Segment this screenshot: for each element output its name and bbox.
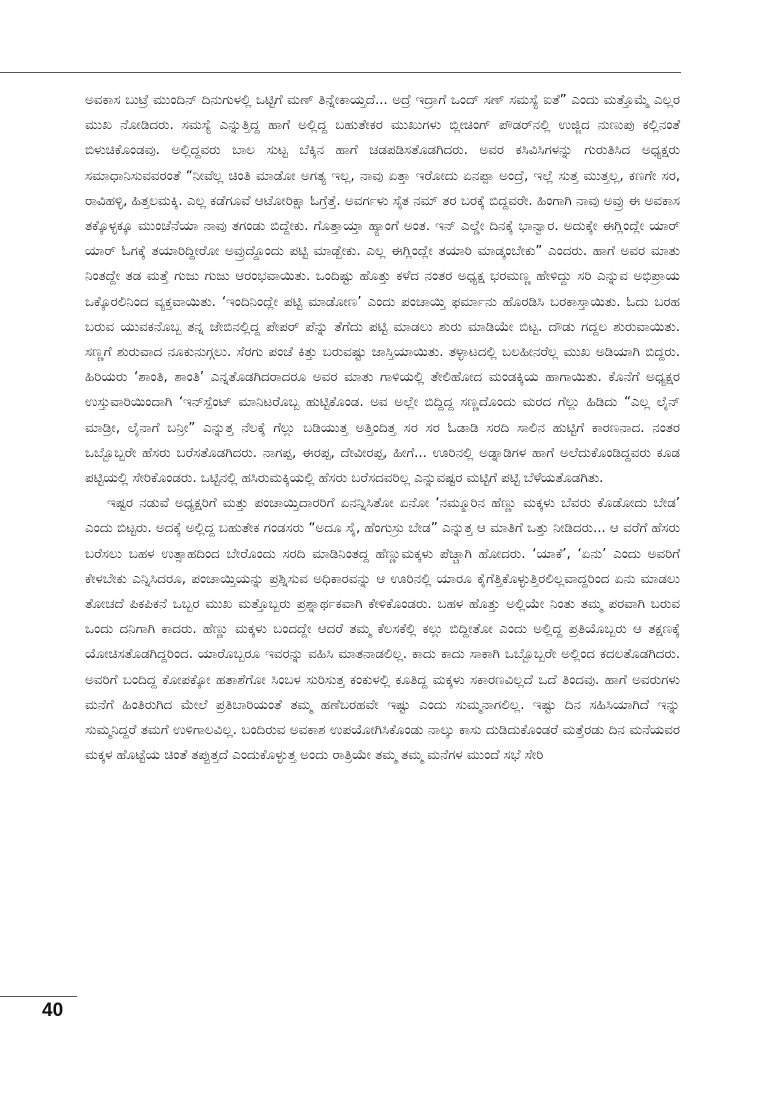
body-text	[85, 88, 680, 768]
page-number: 40	[42, 1000, 64, 1021]
header-rule	[0, 72, 681, 73]
paragraph-2: ಇಷ್ಟರ ನಡುವೆ ಅಧ್ಯಕ್ಷರಿಗೆ ಮತ್ತು ಪಂಚಾಯ್ತಿದಾರರಿಗೆ ಏನನ್ನಿಸಿತೋ ಏನೋ ‘ನಮ್ಮೂರಿನ ಹೆಣ್ಣು ಮಕ್ಕಳು ಬೆವರು ಕೊಡೋದು ಬೇಡ’ ಎಂದು ಬಿಟ್ಟರು. ಅದಕ್ಕೆ ಅಲ್ಲಿದ್ದ ಬಹುತೇಕ ಗಂಡಸರು “ಅದೂ ಸೈ, ಹೆಂಗುಸ್ರು ಬೇಡ” ಎನ್ನುತ್ತ ಆ ಮಾತಿಗೆ ಒತ್ತು ನೀಡಿದರು... ಆ ವರೆಗೆ ಹೆಸರು ಬರೆಸಲು ಬಹಳ ಉತ್ಸಾಹದಿಂದ ಬೇರೊಂದು ಸರದಿ ಮಾಡಿನಿಂತದ್ದ ಹೆಣ್ಣುಮಕ್ಕಳು ಪೆಚ್ಚಾಗಿ ಹೋದರು. ‘ಯಾಕೆ’, ‘ಏನು’ ಎಂದು ಅವರಿಗೆ ಕೇಳಬೇಕು ಎನ್ನಿಸಿದರೂ, ಪಂಚಾಯ್ತಿಯನ್ನು ಪ್ರಶ್ನಿಸುವ ಅಧಿಕಾರವನ್ನು ಆ ಊರಿನಲ್ಲಿ ಯಾರೂ ಕೈಗೆತ್ತಿಕೊಳ್ಳುತ್ತಿರಲಿಲ್ಲವಾದ್ದರಿಂದ ಏನು ಮಾಡಲು ತೋಚದೆ ಪಿಕಪಿಕನೆ ಒಬ್ಬರ ಮುಖ ಮತ್ತೊಬ್ಬರು ಪ್ರಶ್ನಾರ್ಥಕವಾಗಿ ಕೇಳಿಕೊಂಡರು. ಬಹಳ ಹೊತ್ತು ಅಲ್ಲಿಯೇ ನಿಂತು ತಮ್ಮ ಪರವಾಗಿ ಬರುವ ಒಂದು ದನಿಗಾಗಿ ಕಾದರು. ಹೆಣ್ಣು ಮಕ್ಕಳು ಬಂದದ್ದೇ ಆದರೆ ತಮ್ಮ ಕೆಲಸಕೆಲ್ಲಿ ಕಲ್ಲು ಬಿದ್ದೀತೋ ಎಂದು ಅಲ್ಲಿದ್ದ ಪ್ರತಿಯೊಬ್ಬರು ಆ ತಕ್ಷಣಕ್ಕೆ ಯೋಚಿಸತೊಡಗಿದ್ದರಿಂದ. ಯಾರೊಬ್ಬರೂ ಇವರನ್ನು ವಹಿಸಿ ಮಾತನಾಡಲಿಲ್ಲ. ಕಾದು ಕಾದು ಸಾಕಾಗಿ ಒಬ್ಬೊಬ್ಬರೇ ಅಲ್ಲಿಂದ ಕದಲತೊಡಗಿದರು. ಅವರಿಗೆ ಬಂದಿದ್ದ ಕೋಪಕ್ಕೋ ಹತಾಶೆಗೋ ಸಿಂಬಳ ಸುರಿಸುತ್ತ ಕಂಕುಳಲ್ಲಿ ಕೂತಿದ್ದ ಮಕ್ಕಳು ಸಕಾರಣವಿಲ್ಲದೆ ಒದೆ ತಿಂದವು. ಹಾಗೆ ಅವರುಗಳು ಮನೆಗೆ ಹಿಂತಿರುಗಿದ ಮೇಲೆ ಪ್ರತಿಬಾರಿಯಂತೆ ತಮ್ಮ ಹಣೆಬರಹವೇ ಇಷ್ಟು ಎಂದು ಸುಮ್ಮನಾಗಲಿಲ್ಲ. ಇಷ್ಟು ದಿನ ಸಹಿಸಿಯಾಗಿದೆ ಇನ್ನು ಸುಮ್ಮನಿದ್ದರೆ ತಮಗೆ ಉಳಿಗಾಲವಿಲ್ಲ. ಬಂದಿರುವ ಅವಕಾಶ ಉಪಯೋಗಿಸಿಕೊಂಡು ನಾಲ್ಕು ಕಾಸು ದುಡಿದುಕೊಂಡರೆ ಮತ್ತೆರಡು ದಿನ ಮನೆಯವರ ಮಕ್ಕಳ ಹೊಟ್ಟೆಯ ಚಿಂತೆ ತಪ್ಪುತ್ತದೆ ಎಂದುಕೊಳ್ಳುತ್ತ ಅಂದು ರಾತ್ರಿಯೇ ತಮ್ಮ ತಮ್ಮ ಮನೆಗಳ ಮುಂದೆ ಸಭೆ ಸೇರಿ	[85, 495, 680, 764]
footer-rule	[0, 996, 77, 997]
paragraph-1: ಅವಕಾಸ ಬುಟ್ರೆ ಮುಂದಿನ್ ದಿನುಗುಳಲ್ಲಿ ಒಟ್ಟಿಗೆ ಮಣ್ ತಿನ್ನೇಕಾಯ್ತದೆ... ಅದ್ರೆ ಇದ್ರಾಗೆ ಒಂದ್ ಸಣ್ ಸಮಸ್ಯೆ ಐತೆ” ಎಂದು ಮತ್ತೊಮ್ಮೆ ಎಲ್ಲರ ಮುಖ ನೋಡಿದರು. ಸಮಸ್ಯೆ ಎನ್ನುತ್ತಿದ್ದ ಹಾಗೆ ಅಲ್ಲಿದ್ದ ಬಹುತೇಕರ ಮುಖುಗಳು ಬ್ಲೀಚಿಂಗ್ ಪೌಡರ್‌ನಲ್ಲಿ ಉಜ್ಜಿದ ನುಣುಪು ಕಲ್ಲಿನಂತೆ ಬಿಳುಚಿಕೊಂಡವು. ಅಲ್ಲಿದ್ದವರು ಬಾಲ ಸುಟ್ಟ ಬೆಕ್ಕಿನ ಹಾಗೆ ಚಡಪಡಿಸತೊಡಗಿದರು. ಅವರ ಕಸಿವಿಸಿಗಳನ್ನು ಗುರುತಿಸಿದ ಅಧ್ಯಕ್ಷರು ಸಮಾಧಾನಿಸುವವರಂತೆ “ನೀವೆಲ್ಲ ಚಿಂತಿ ಮಾಡೋ ಅಗತ್ಯ ಇಲ್ಲ, ನಾವು ಏತ್ತಾ ಇರೋದು ಏನಪ್ಪಾ ಅಂದ್ರೆ, ಇಲ್ಲೆ ಸುತ್ತ ಮುತ್ತಲ್ಲ, ಕಣಗೇ ಸರ, ರಾವಿಹಳ್ಳಿ, ಹಿತ್ತಲಮಕ್ಕಿ. ಎಲ್ಲ ಕಡೆಗೂವೆ ಆಟೋರಿಕ್ಷಾ ಓಗ್ರೆತ್ತೆ. ಅವರ್ಗಳು ಸೈತ ನಮ್ ತರ ಬರಕ್ಕೆ ಬಿದ್ದವರೇ. ಹಿಂಗಾಗಿ ನಾವು ಅವ್ರು ಈ ಅವಕಾಸ ತಕ್ಕೊಳ್ಳಕ್ಕೂ ಮುಂಚೆನೆಯಾ ನಾವು ತಗಂಡು ಬಿದ್ದೇಕು. ಗೊತ್ತಾಯ್ತಾ ಹ್ಯಾಂಗೆ ಅಂತ. ಇನ್ ಎಲ್ಡೇ ದಿನಕ್ಕೆ ಭಾನ್ವಾರ. ಅದುಕ್ಕೇ ಈಗ್ಲಿಂದ್ಲೇ ಯಾರ್ ಯಾರ್ ಓಗಕ್ಕೆ ತಯಾರಿದ್ದೀರೋ ಅವ್ರುದ್ದೊಂದು ಪಟ್ಟಿ ಮಾಡ್ಬೇಕು. ಎಲ್ಲ ಈಗ್ಲಿಂದ್ಲೇ ತಯಾರಿ ಮಾಡ್ಕಂಬೇಕು” ಎಂದರು. ಹಾಗೆ ಅವರ ಮಾತು ನಿಂತದ್ದೇ ತಡ ಮತ್ತೆ ಗುಜು ಗುಜು ಆರಂಭವಾಯಿತು. ಒಂದಿಷ್ಟು ಹೊತ್ತು ಕಳೆದ ನಂತರ ಅಧ್ಯಕ್ಷ ಭರಮಣ್ಣ ಹೇಳಿದ್ದು ಸರಿ ಎನ್ನುವ ಅಭಿಪ್ರಾಯ ಒಕ್ಕೊರಲಿನಿಂದ ವ್ಯಕ್ತವಾಯಿತು. ‘ಇಂದಿನಿಂದ್ಲೇ ಪಟ್ಟಿ ಮಾಡೋಣ’ ಎಂದು ಪಂಚಾಯ್ತಿ ಫರ್ಮಾನು ಹೊರಡಿಸಿ ಬರಕಾಸ್ತಾಯಿತು. ಓದು ಬರಹ ಬರುವ ಯುವಕನೊಬ್ಬ ತನ್ನ ಜೇಬಿನಲ್ಲಿದ್ದ ಪೇಪರ್ ಪೆನ್ನು ತೆಗೆದು ಪಟ್ಟಿ ಮಾಡಲು ಶುರು ಮಾಡಿಯೇ ಬಿಟ್ಟ. ದೌಡು ಗದ್ದಲ ಶುರುವಾಯಿತು. ಸಣ್ಣಗೆ ಶುರುವಾದ ನೂಕುನುಗ್ಗಲು. ಸೆರಗು ಪಂಚೆ ಕಿತ್ತು ಬರುವಷ್ಟು ಜಾಸ್ತಿಯಾಯಿತು. ತಳ್ಳಾಟದಲ್ಲಿ ಬಲಹೀನರೆಲ್ಲ ಮುಖ ಅಡಿಯಾಗಿ ಬಿದ್ದರು. ಹಿರಿಯರು ‘ಶಾಂತಿ, ಶಾಂತಿ’ ಎನ್ನತೊಡಗಿದರಾದರೂ ಅವರ ಮಾತು ಗಾಳಿಯಲ್ಲಿ ತೇಲಿಹೋದ ಮಂಡಕ್ಕಿಯ ಹಾಗಾಯಿತು. ಕೊನೆಗೆ ಅಧ್ಯಕ್ಷರ ಉಸ್ತುವಾರಿಯಿಂದಾಗಿ ‘ಇನ್‌ಸ್ಪೆಂಟ್ ಮಾನಿಟರೊಬ್ಬ ಹುಟ್ಟಿಕೊಂಡ. ಅವ ಅಲ್ಲೇ ಬಿದ್ದಿದ್ದ ಸಣ್ಣದೊಂದು ಮರದ ಗೆಲ್ಲು ಹಿಡಿದು “ಎಲ್ಲ ಲೈನ್ ಮಾಡ್ರೀ, ಲೈನಾಗೆ ಬನ್ರೀ” ಎನ್ನುತ್ತ ನೆಲಕ್ಕೆ ಗೆಲ್ಲು ಬಡಿಯುತ್ತ ಅತ್ತಿಂದಿತ್ತ ಸರ ಸರ ಓಡಾಡಿ ಸರದಿ ಸಾಲಿನ ಹುಟ್ಟಿಗೆ ಕಾರಣನಾದ. ನಂತರ ಒಬ್ಬೊಬ್ಬರೇ ಹೆಸರು ಬರೆಸತೊಡಗಿದರು. ನಾಗಪ್ಪ, ಈರಪ್ಪ, ದೇವೀರಪ್ಪ, ಹೀಗೆ... ಊರಿನಲ್ಲಿ ಅಡ್ನಾಡಿಗಳ ಹಾಗೆ ಅಲೆದುಕೊಂಡಿದ್ದವರು ಕೂಡ ಪಟ್ಟಿಯಲ್ಲಿ ಸೇರಿಕೊಂಡರು. ಒಟ್ಟಿನಲ್ಲಿ ಹಸಿರುಮಕ್ಕಿಯಲ್ಲಿ ಹೆಸರು ಬರೆಸದವರಿಲ್ಲ ಎನ್ನುವಷ್ಟರ ಮಟ್ಟಿಗೆ ಪಟ್ಟಿ ಬೆಳೆಯತೊಡಗಿತು.	[85, 92, 680, 487]
